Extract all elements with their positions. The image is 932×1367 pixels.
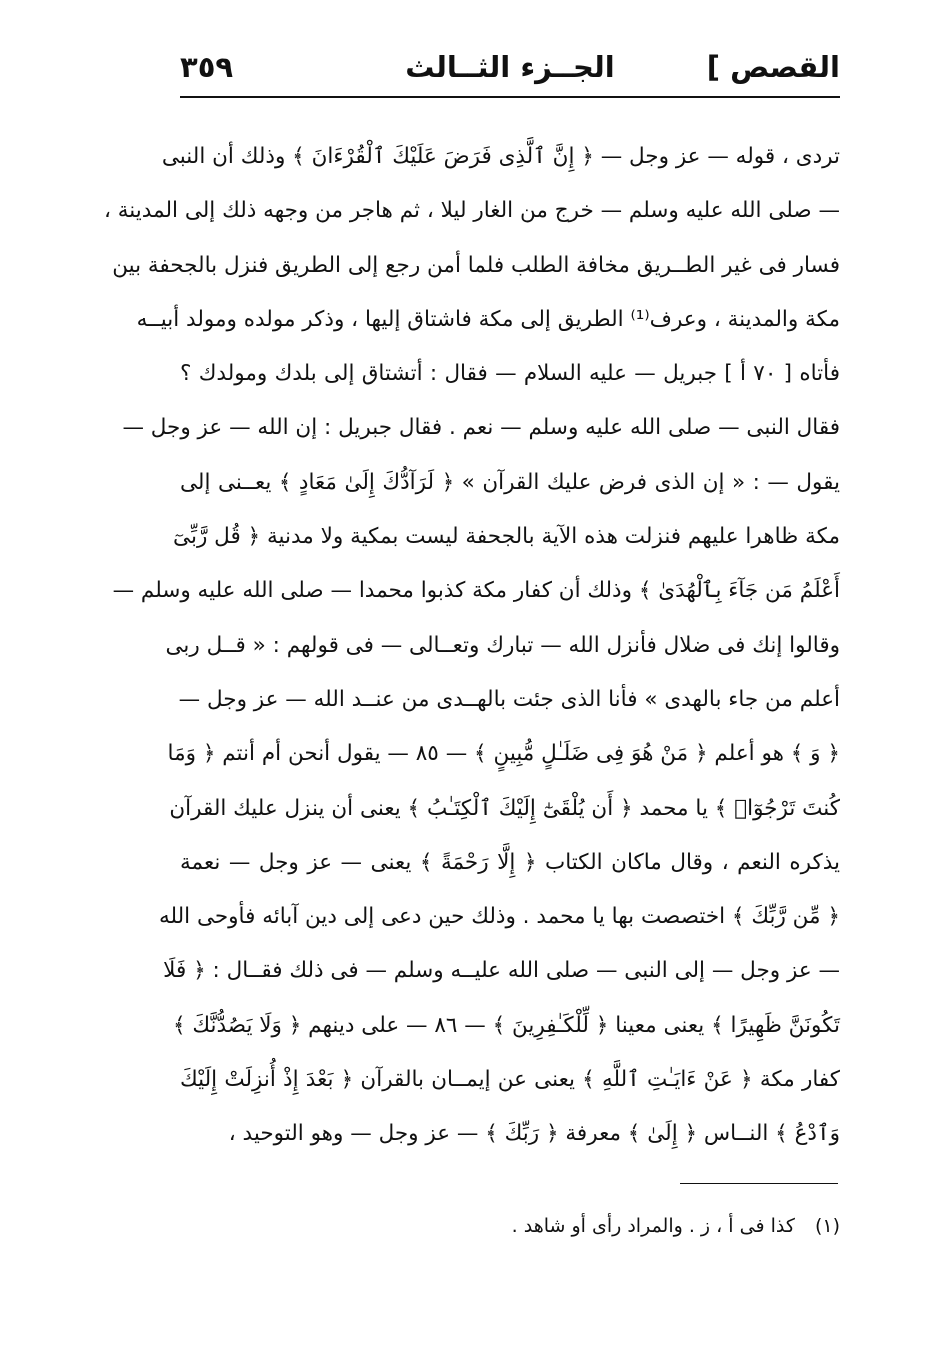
text-line: يقول — : « إن الذى فرض عليك القرآن » ﴿ لَرَآدُّكَ إِلَىٰ مَعَادٍ ﴾ يعــنى إلى xyxy=(180,469,840,495)
text-line: — عز وجل — إلى النبى — صلى الله عليــه وسلم — فى ذلك فقــال : ﴿ فَلَا xyxy=(163,958,840,984)
text-line: مكة ظاهرا عليهم فنزلت هذه الآية بالجحفة ليست بمكية ولا مدنية ﴿ قُل رَّبِّىٓ xyxy=(173,524,840,550)
footnote-rule xyxy=(680,1183,838,1184)
text-line: فقال النبى — صلى الله عليه وسلم — نعم . فقال جبريل : إن الله — عز وجل — xyxy=(122,415,840,441)
text-line: ﴿ مِّن رَّبِّكَ ﴾ اختصصت بها يا محمد . وذلك حين دعى إلى دين آبائه فأوحى الله xyxy=(158,904,840,930)
text-line: — صلى الله عليه وسلم — خرج من الغار ليلا ، ثم هاجر من وجهه ذلك إلى المدينة ، xyxy=(103,198,840,224)
text-line: وَٱدْعُ ﴾ النــاس ﴿ إِلَىٰ ﴾ معرفة ﴿ رَبِّكَ ﴾ — عز وجل — وهو التوحيد ، xyxy=(228,1121,840,1147)
part-title: الجــزء الثــالث xyxy=(405,50,615,84)
footnote-text: كذا فى أ ، ز . والمراد رأى أو شاهد . xyxy=(511,1215,795,1237)
text-line: كُنتَ تَرْجُوٓا۟ ﴾ يا محمد ﴿ أَن يُلْقَىٰٓ إِلَيْكَ ٱلْكِتَـٰبُ ﴾ يعنى أن ينزل عليك القرآن xyxy=(169,795,840,821)
text-line: فأتاه [ ٧٠ أ ] جبريل — عليه السلام — فقال : أتشتاق إلى بلدك ومولدك ؟ xyxy=(180,361,840,387)
page-number: ٣٥٩ xyxy=(180,50,234,84)
surah-title: القصص ] xyxy=(706,50,840,84)
text-line: تَكُونَنَّ ظَهِيرًا ﴾ يعنى معينا ﴿ لِّلْكَـٰفِرِينَ ﴾ — ٨٦ — على دينهم ﴿ وَلَا يَصُدُّنَّكَ ﴾ xyxy=(172,1012,840,1038)
text-line: كفار مكة ﴿ عَنْ ءَايَـٰتِ ٱللَّهِ ﴾ يعنى عن إيمــان بالقرآن ﴿ بَعْدَ إِذْ أُنزِلَتْ إِلَيْكَ xyxy=(180,1067,840,1093)
text-line: مكة والمدينة ، وعرف⁽¹⁾ الطريق إلى مكة فاشتاق إليها ، وذكر مولده ومولد أبيــه xyxy=(136,306,840,332)
text-line: فسار فى غير الطــريق مخافة الطلب فلما أمن رجع إلى الطريق فنزل بالجحفة بين xyxy=(112,252,840,278)
text-line: أَعْلَمُ مَن جَآءَ بِٱلْهُدَىٰ ﴾ وذلك أن كفار مكة كذبوا محمدا — صلى الله عليه وسلم — xyxy=(112,578,840,604)
page-header xyxy=(180,42,840,92)
text-line: وقالوا إنك فى ضلال فأنزل الله — تبارك وتعــالى — فى قولهم : « قــل ربى xyxy=(165,632,840,658)
text-line: تردى ، قوله — عز وجل — ﴿ إِنَّ ٱلَّذِى فَرَضَ عَلَيْكَ ٱلْقُرْءَانَ ﴾ وذلك أن النبى xyxy=(161,144,840,169)
footnote xyxy=(512,1206,840,1246)
main-text xyxy=(103,130,840,1162)
text-line: يذكره النعم ، وقال ماكان الكتاب ﴿ إِلَّا رَحْمَةً ﴾ يعنى — عز وجل — نعمة xyxy=(180,849,840,875)
footnote-number: (١) xyxy=(814,1215,840,1237)
text-line: أعلم من جاء بالهدى » فأنا الذى جئت بالهــدى من عنــد الله — عز وجل — xyxy=(178,686,840,712)
text-line: ﴿ وَ ﴾ هو أعلم ﴿ مَنْ هُوَ فِى ضَلَـٰلٍ مُّبِينٍ ﴾ — ٨٥ — يقول أنحن أم أنتم ﴿ وَمَا xyxy=(167,741,840,767)
header-rule xyxy=(180,96,840,98)
